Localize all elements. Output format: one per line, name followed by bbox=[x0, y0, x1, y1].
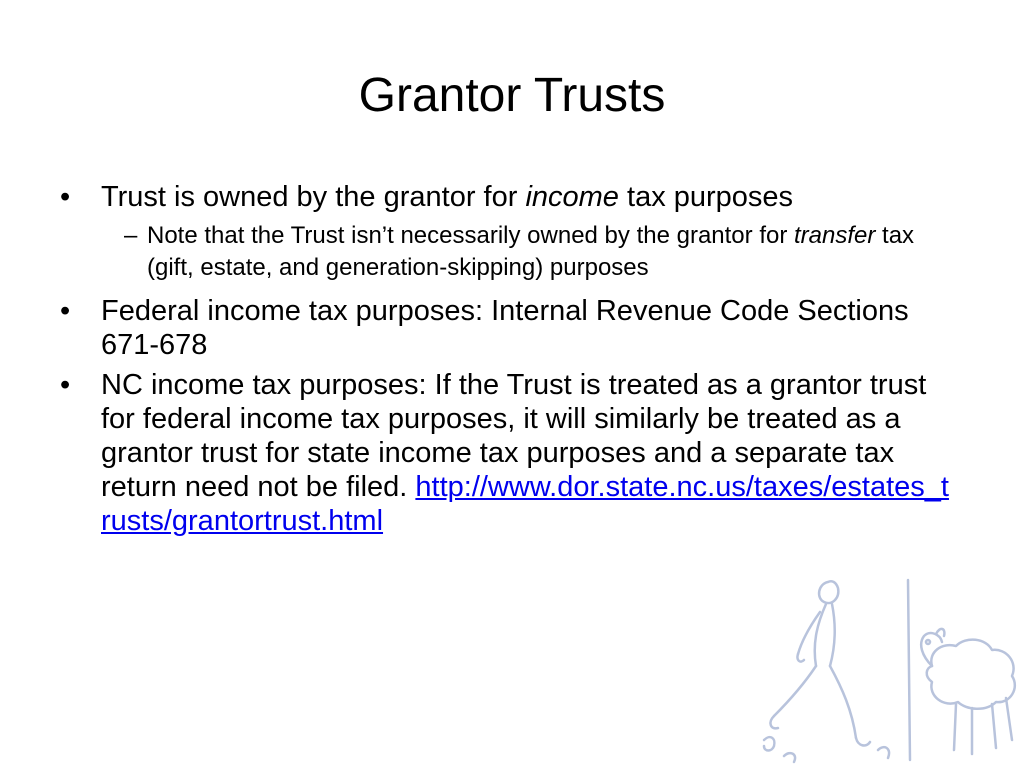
bullet-mark: • bbox=[60, 181, 71, 213]
sub-bullet-text-post: tax (gift, estate, and generation-skipping) purposes bbox=[147, 222, 915, 281]
person-and-sheep-sketch-icon bbox=[760, 570, 1024, 768]
nc-dor-link[interactable]: http://www.dor.state.nc.us/taxes/estates_trusts/grantortrust.html bbox=[101, 471, 949, 537]
bullet-income-tax bbox=[60, 180, 950, 214]
slide-title: Grantor Trusts bbox=[358, 69, 666, 122]
slide-body bbox=[60, 180, 950, 544]
bullet-nc bbox=[60, 368, 950, 538]
bullet-text-post: tax purposes bbox=[618, 181, 794, 213]
bullet-mark: • bbox=[60, 369, 71, 401]
bullet-text-pre: Trust is owned by the grantor for bbox=[101, 181, 526, 213]
bullet-mark: • bbox=[60, 295, 71, 327]
sub-bullet-text-emphasis: transfer bbox=[794, 222, 876, 249]
bullet-text-emphasis: income bbox=[525, 181, 619, 213]
sub-bullet-text-pre: Note that the Trust isn’t necessarily owned by the grantor for bbox=[147, 222, 794, 249]
bullet-federal bbox=[60, 294, 950, 362]
bullet-text: Federal income tax purposes: Internal Revenue Code Sections 671-678 bbox=[101, 295, 909, 361]
sub-bullet-transfer-tax bbox=[60, 220, 950, 284]
dash-mark: – bbox=[124, 222, 138, 249]
bullet-text: NC income tax purposes: If the Trust is treated as a grantor trust for federal income tax purposes, it will similarly be treated as a grantor trust for state income tax purposes and a separate tax return need not be filed. bbox=[101, 369, 927, 503]
